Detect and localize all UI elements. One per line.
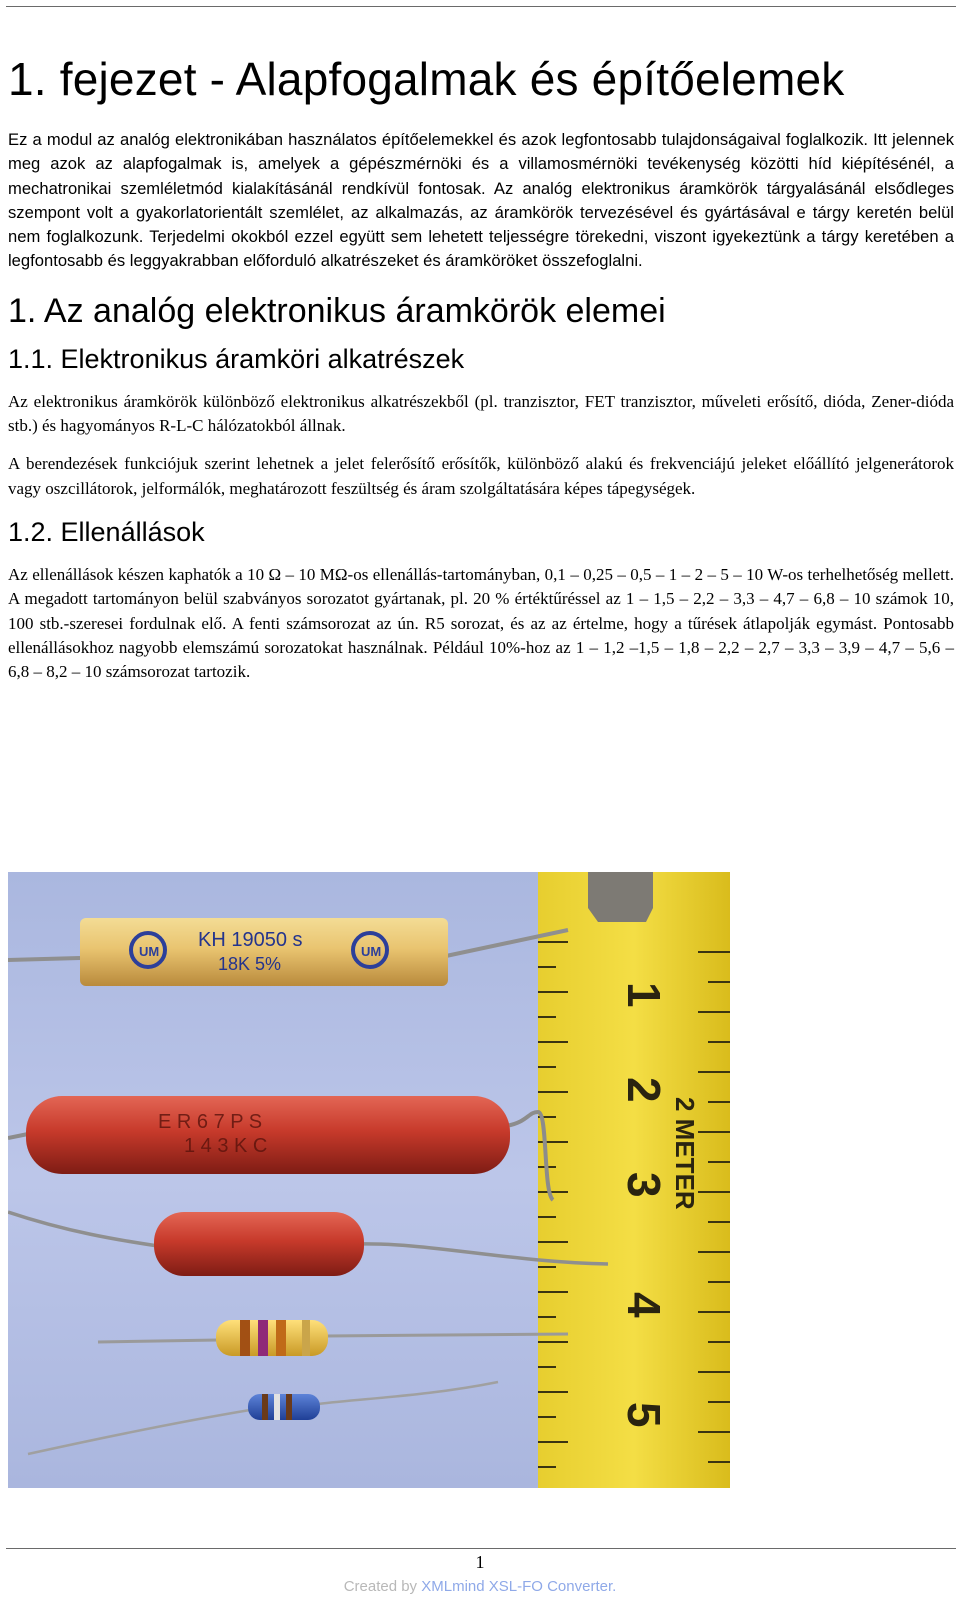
ruler-number: 3: [618, 1172, 670, 1198]
subsection-title-components: 1.1. Elektronikus áramköri alkatrészek: [8, 343, 465, 374]
ruler-number: 1: [618, 982, 670, 1008]
page-number: 1: [475, 1552, 485, 1572]
intro-paragraph: Ez a modul az analóg elektronikában használatos építőelemekkel és azok legfontosabb tulajdonságaival foglalkozik. Itt jelennek meg azok az alapfogalmak is, amelyek a gépészmérnöki és a villamosmérnöki tevékenység közötti híd kiépítésénél, a mechatronikai szemléletmód kialakításánál rendkívül fontosak. Az analóg elektronikus áramkörök tárgyalásánál elsődleges szempont volt a gyakorlatorientált szemlélet, az alkalmazás, az áramkörök tervezésével és gyártásával e tárgy keretén belül nem foglalkozunk. Terjedelmi okokból ezzel együtt sem lehetett teljességre törekedni, viszont igyekeztünk a tárgy keretében a legfontosabb és leggyakrabban előforduló alkatrészeket és áramköröket összefoglalni.: [8, 130, 954, 271]
ruler-label: 2 METER: [670, 1097, 700, 1210]
footer-credit: [0, 1578, 960, 1595]
resistor-marking: 1 4 3 K C: [184, 1135, 268, 1157]
chapter-title: 1. fejezet - Alapfogalmak és építőelemek: [8, 53, 845, 105]
components-paragraph-2: A berendezések funkciójuk szerint lehetnek a jelet felerősítő erősítők, különböző alakú és frekvenciájú jeleket előállító jelgenerátorok vagy oszcillátorok, jelformálók, meghatározott feszültség és áram szolgáltatására képes tápegységek.: [8, 454, 954, 498]
footer-credit-prefix: Created by: [343, 1578, 422, 1595]
ruler: [538, 872, 730, 1488]
footer-credit-brand: XMLmind XSL-FO Converter.: [421, 1578, 617, 1595]
resistor-marking: E R 6 7 P S: [158, 1111, 263, 1133]
svg-text:UM: UM: [139, 944, 160, 959]
section-title: 1. Az analóg elektronikus áramkörök elemei: [8, 291, 666, 330]
ruler-number: 2: [618, 1077, 670, 1103]
components-paragraph-1: Az elektronikus áramkörök különböző elektronikus alkatrészekből (pl. tranzisztor, FET tranzisztor, műveleti erősítő, dióda, Zener-dióda stb.) és hagyományos R-L-C hálózatokból állnak.: [8, 391, 954, 436]
resistor-marking: 18K 5%: [218, 954, 282, 974]
resistors-paragraph: Az ellenállások készen kaphatók a 10 Ω – 10 MΩ-os ellenállás-tartományban, 0,1 – 0,25 – 0,5 – 1 – 2 – 5 – 10 W-os terhelhetőség mellett. A megadott tartományon belül szabványos sorozatot gyártanak, pl. 20 % értéktűréssel az 1 – 1,5 – 2,2 – 3,3 – 4,7 – 6,8 – 10 számok 10, 100 stb.-szeresei fordulnak elő. A fenti számsorozat az ún. R5 sorozat, és az az értelme, hogy a tűrések átlapolják egymást. Pontosabb ellenállásokhoz nagyobb elemszámú sorozatokat használnak. Például 10%-hoz az 1 – 1,2 –1,5 – 1,8 – 2,2 – 2,7 – 3,3 – 3,9 – 4,7 – 5,6 – 6,8 – 8,2 – 10 számsorozat tartozik.: [8, 564, 954, 682]
resistor-marking: KH 19050 s: [198, 929, 303, 951]
page-content: [8, 50, 954, 698]
subsection-title-resistors: 1.2. Ellenállások: [8, 516, 205, 547]
header-rule: [6, 6, 956, 7]
ruler-number: 4: [618, 1292, 670, 1318]
resistors-photo: [8, 872, 730, 1488]
ruler-number: 5: [618, 1402, 670, 1428]
footer-rule: [6, 1548, 956, 1549]
svg-text:UM: UM: [361, 944, 382, 959]
